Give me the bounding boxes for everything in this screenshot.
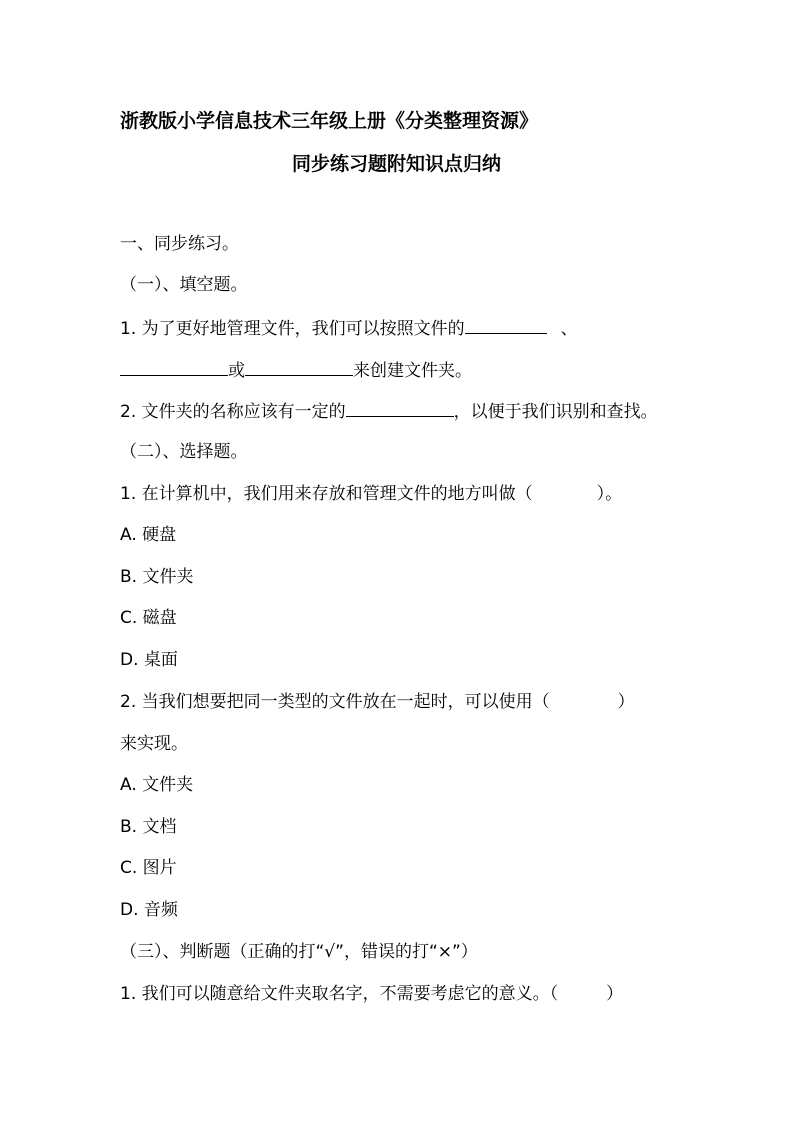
fill-q1-end: 来创建文件夹。 xyxy=(353,361,472,381)
part-heading-choice: （二）、选择题。 xyxy=(120,442,248,462)
choice-option: B. 文档 xyxy=(120,817,177,837)
fill-question-2 xyxy=(120,398,658,424)
choice-q1-close: ）。 xyxy=(596,484,623,504)
choice-option: C. 图片 xyxy=(120,858,177,878)
section-heading: 一、同步练习。 xyxy=(120,234,239,254)
fill-q1-sep: 、 xyxy=(560,319,578,339)
choice-option: D. 桌面 xyxy=(120,650,178,670)
choice-q1-stem: 1. 在计算机中，我们用来存放和管理文件的地方叫做（ xyxy=(120,484,533,504)
fill-q1-text: 1. 为了更好地管理文件，我们可以按照文件的 xyxy=(120,319,465,339)
answer-blank[interactable] xyxy=(245,357,353,376)
choice-question-2 xyxy=(120,690,635,714)
judge-q1-close: ） xyxy=(606,984,624,1004)
answer-blank[interactable] xyxy=(120,357,228,376)
choice-option: D. 音频 xyxy=(120,900,178,920)
choice-question-1 xyxy=(120,482,622,506)
judge-question-1 xyxy=(120,982,623,1006)
fill-q1-or: 或 xyxy=(228,361,245,381)
choice-option: A. 硬盘 xyxy=(120,525,177,545)
part-heading-judge: （三）、判断题（正确的打“√”，错误的打“×”） xyxy=(120,942,478,962)
document-title: 浙教版小学信息技术三年级上册《分类整理资源》 xyxy=(120,110,539,132)
judge-q1-stem: 1. 我们可以随意给文件夹取名字，不需要考虑它的意义。（ xyxy=(120,984,559,1004)
choice-option: C. 磁盘 xyxy=(120,608,177,628)
choice-option: B. 文件夹 xyxy=(120,567,194,587)
answer-blank[interactable] xyxy=(465,315,547,334)
answer-blank[interactable] xyxy=(346,398,454,417)
choice-q2-stem: 2. 当我们想要把同一类型的文件放在一起时，可以使用（ xyxy=(120,692,550,712)
fill-question-1 xyxy=(120,315,578,341)
choice-option: A. 文件夹 xyxy=(120,775,194,795)
fill-q2-text: 2. 文件夹的名称应该有一定的 xyxy=(120,402,346,422)
part-heading-fill: （一）、填空题。 xyxy=(120,275,248,295)
fill-q2-end: ，以便于我们识别和查找。 xyxy=(453,402,658,422)
choice-q2-close: ） xyxy=(617,692,635,712)
choice-question-2-cont: 来实现。 xyxy=(120,734,188,754)
fill-question-1-cont xyxy=(120,357,472,383)
document-subtitle: 同步练习题附知识点归纳 xyxy=(292,153,502,175)
